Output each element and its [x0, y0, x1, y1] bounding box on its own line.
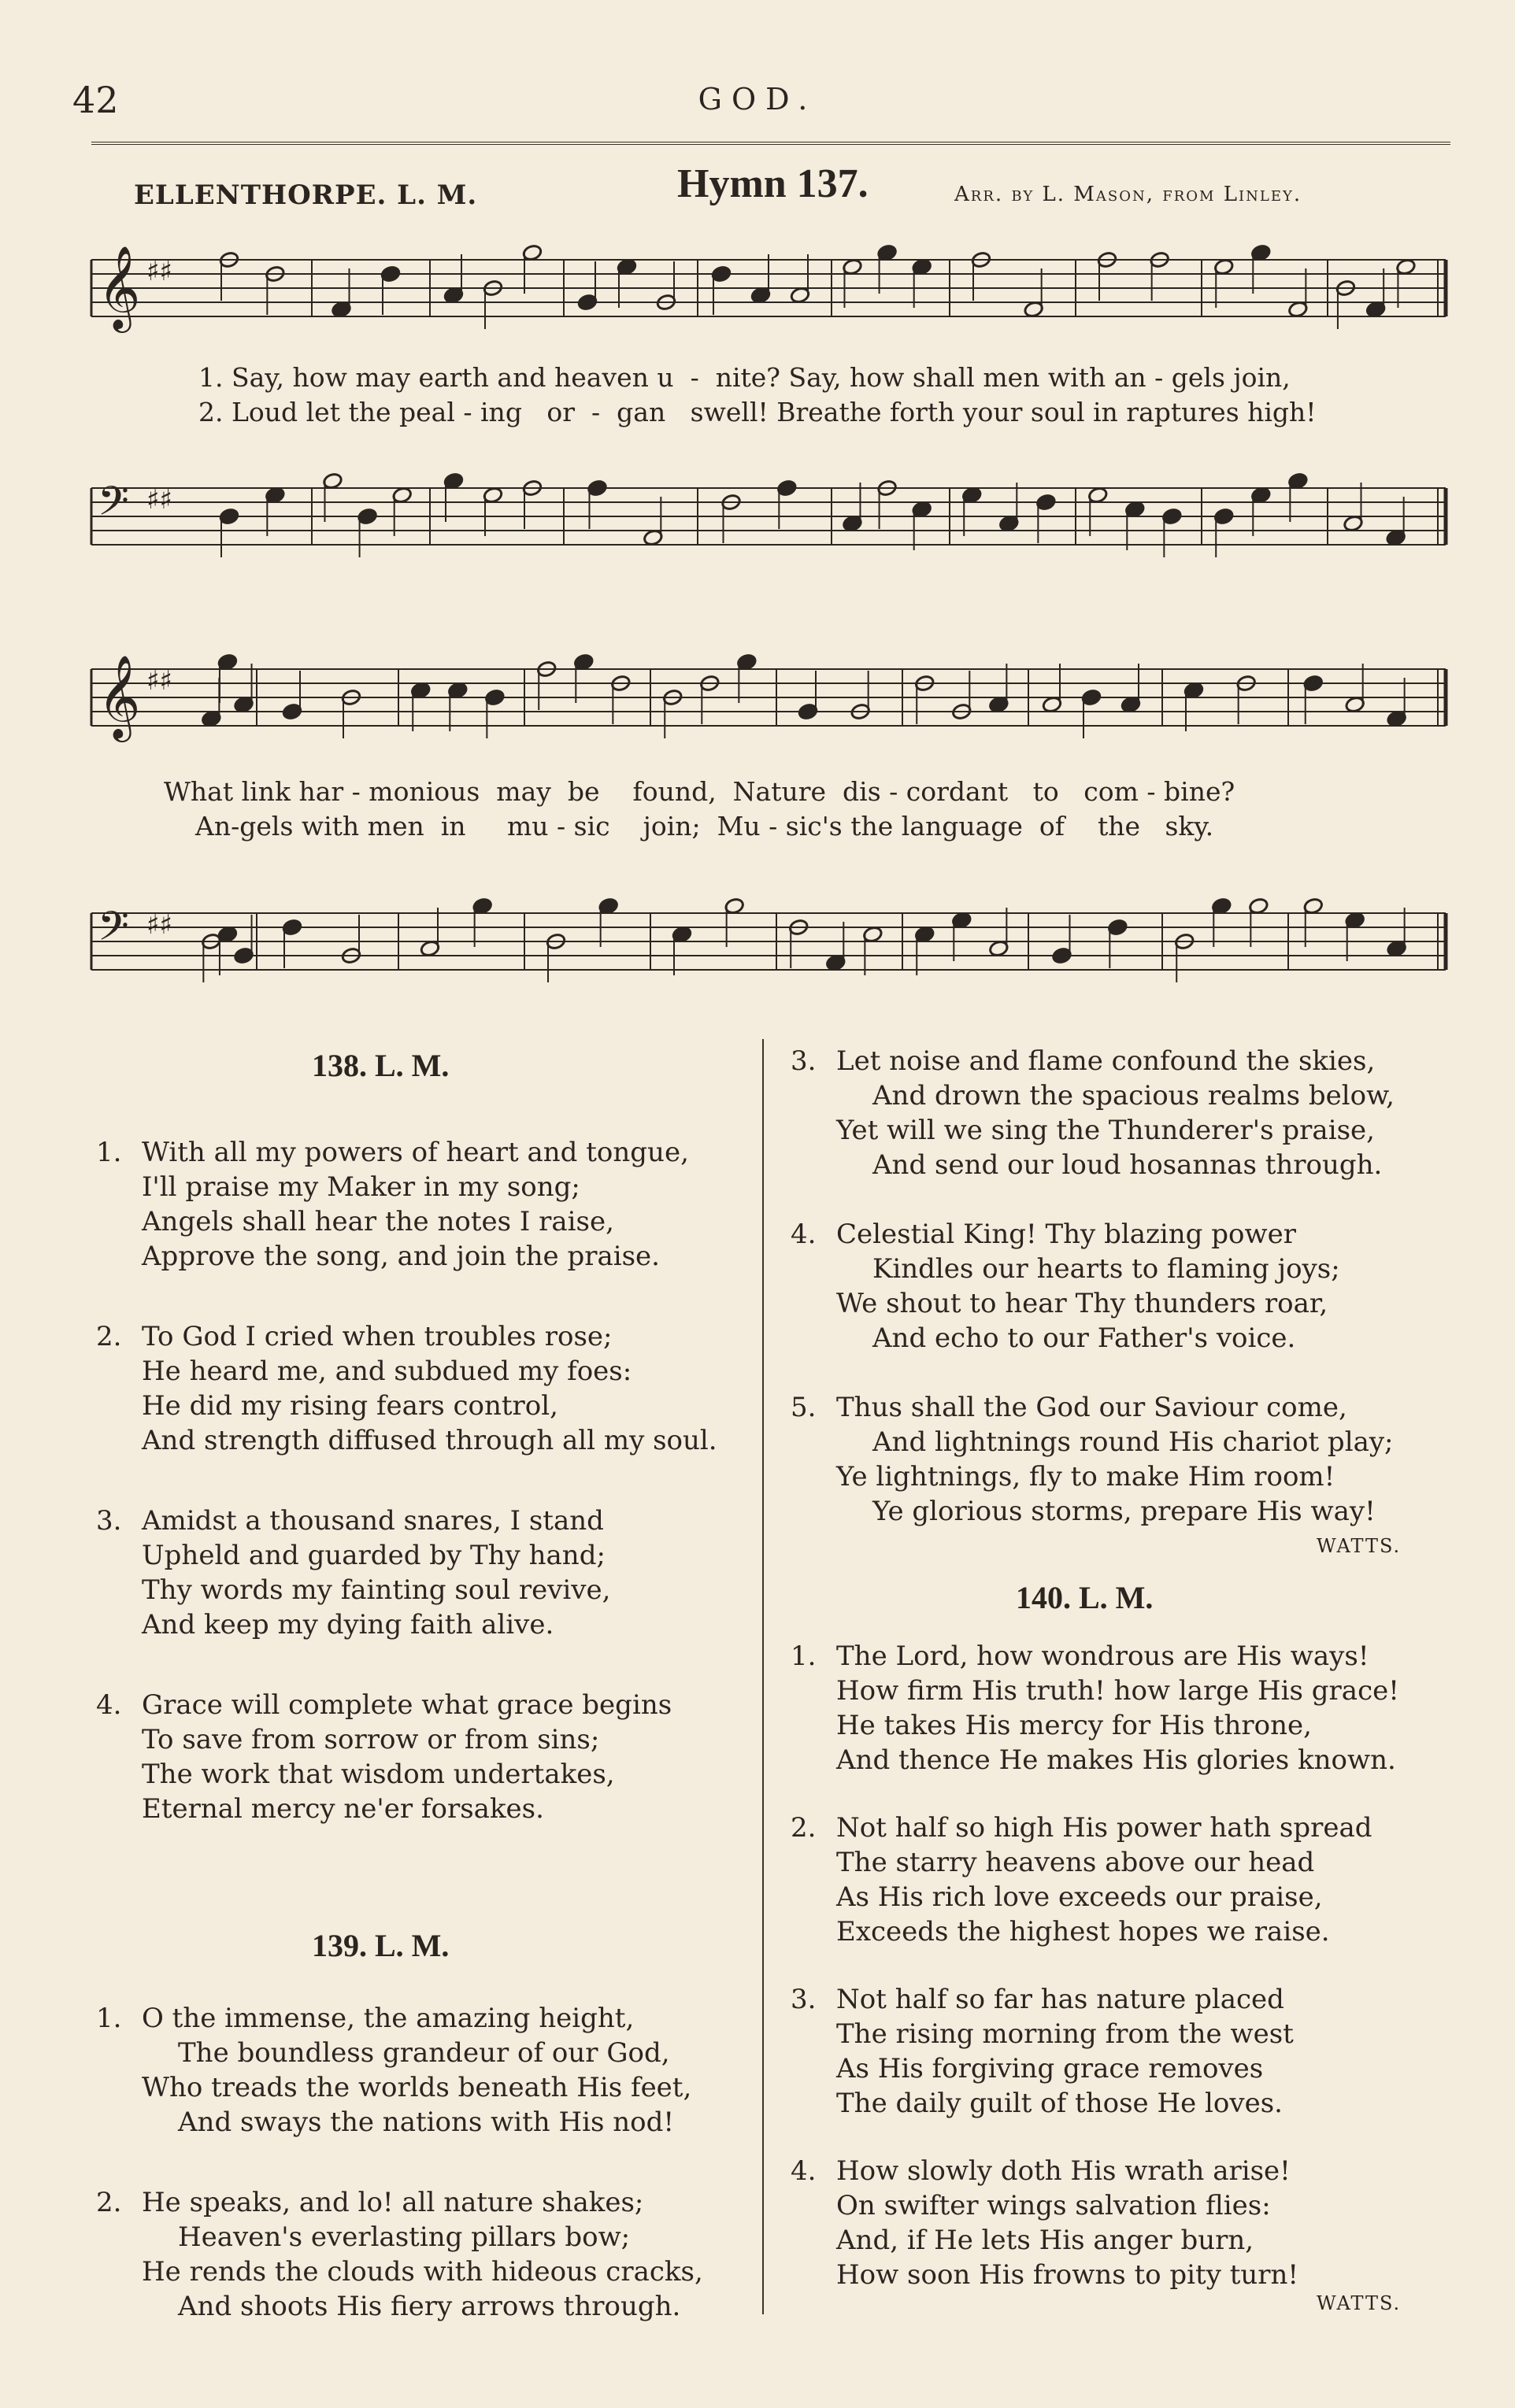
stanza-line: And drown the spacious realms below,	[872, 1080, 1395, 1112]
hymn-140-stanza-4	[791, 2154, 1299, 2292]
stanza-line: The boundless grandeur of our God,	[178, 2037, 670, 2069]
stanza-line: How slowly doth His wrath arise!	[836, 2155, 1291, 2187]
key-signature-sharp-icon: ♯♯	[146, 665, 172, 697]
stanza-line: Yet will we sing the Thunderer's praise,	[836, 1115, 1375, 1146]
stanza-line: Heaven's everlasting pillars bow;	[178, 2221, 631, 2253]
stanza-number: 1.	[96, 2003, 122, 2034]
hymn-140-attribution: WATTS.	[1317, 2292, 1402, 2314]
stanza-line: He takes His mercy for His throne,	[836, 1710, 1312, 1741]
stanza-line: Exceeds the highest hopes we raise.	[836, 1916, 1330, 1947]
hymn-139-stanza-2	[96, 2185, 703, 2324]
hymn-138-stanza-2	[96, 1319, 717, 1458]
hymn-138-stanza-3	[96, 1504, 611, 1642]
column-divider	[762, 1039, 764, 2314]
stanza-line: And echo to our Father's voice.	[872, 1322, 1296, 1354]
lyric-line-system1-verse2: 2. Loud let the peal - ing or - gan swell! Breathe forth your soul in raptures high!	[198, 397, 1317, 427]
hymn-140-heading: 140. L. M.	[1016, 1580, 1154, 1615]
hymn-140-stanza-1	[791, 1639, 1399, 1777]
page-number: 42	[72, 79, 119, 121]
stanza-line: On swifter wings salvation flies:	[836, 2190, 1271, 2221]
stanza-line: He did my rising fears control,	[142, 1390, 558, 1422]
running-head: GOD.	[698, 82, 817, 117]
stanza-number: 3.	[96, 1505, 122, 1537]
hymn-139-attribution: WATTS.	[1317, 1535, 1402, 1557]
stanza-line: And shoots His fiery arrows through.	[178, 2291, 681, 2322]
key-signature-sharp-icon: ♯♯	[146, 909, 172, 941]
stanza-line: The work that wisdom undertakes,	[142, 1759, 615, 1790]
key-signature-sharp-icon: ♯♯	[146, 256, 172, 287]
hymn-138-heading: 138. L. M.	[312, 1048, 450, 1083]
stanza-line: Thy words my fainting soul revive,	[142, 1574, 611, 1606]
stanza-line: Celestial King! Thy blazing power	[836, 1219, 1296, 1250]
hymn-138-stanza-1	[96, 1135, 689, 1274]
hymn-139-stanza-5	[791, 1390, 1394, 1529]
arranger-credit: Arr. by L. Mason, from Linley.	[954, 183, 1302, 206]
stanza-line: We shout to hear Thy thunders roar,	[836, 1288, 1328, 1319]
header-rule	[91, 142, 1450, 148]
stanza-line: As His forgiving grace removes	[836, 2053, 1264, 2084]
treble-staff-system-2	[83, 622, 1454, 764]
key-signature-sharp-icon: ♯♯	[146, 484, 172, 516]
stanza-line: Upheld and guarded by Thy hand;	[142, 1540, 606, 1571]
stanza-line: The rising morning from the west	[836, 2018, 1294, 2050]
stanza-line: I'll praise my Maker in my song;	[142, 1171, 580, 1203]
treble-staff-system-1	[83, 213, 1454, 354]
bass-staff-system-2	[83, 866, 1454, 1008]
stanza-line: The starry heavens above our head	[836, 1847, 1315, 1878]
hymn-139-stanza-1	[96, 2001, 692, 2140]
stanza-line: The daily guilt of those He loves.	[836, 2088, 1283, 2119]
stanza-line: And thence He makes His glories known.	[836, 1744, 1396, 1776]
stanza-line: O the immense, the amazing height,	[142, 2003, 635, 2034]
stanza-line: The Lord, how wondrous are His ways!	[836, 1640, 1369, 1672]
stanza-line: Ye glorious storms, prepare His way!	[872, 1496, 1376, 1527]
bass-staff-system-1	[83, 441, 1454, 583]
stanza-line: With all my powers of heart and tongue,	[142, 1137, 689, 1168]
stanza-line: And, if He lets His anger burn,	[836, 2225, 1254, 2256]
stanza-line: Amidst a thousand snares, I stand	[142, 1505, 604, 1537]
stanza-line: Not half so high His power hath spread	[836, 1812, 1372, 1844]
lyric-line-system1-verse1: 1. Say, how may earth and heaven u - nite? Say, how shall men with an - gels join,	[198, 362, 1291, 393]
stanza-line: And strength diffused through all my soul.	[142, 1425, 717, 1456]
stanza-line: To God I cried when troubles rose;	[142, 1321, 613, 1352]
stanza-number: 3.	[791, 1045, 817, 1077]
hymn-140-stanza-2	[791, 1811, 1372, 1949]
lyric-line-system2-verse2: An-gels with men in mu - sic join; Mu - sic's the language of the sky.	[195, 811, 1214, 842]
stanza-line: How firm His truth! how large His grace!	[836, 1675, 1399, 1707]
stanza-number: 5.	[791, 1392, 817, 1423]
stanza-line: Eternal mercy ne'er forsakes.	[142, 1793, 544, 1825]
stanza-line: And send our loud hosannas through.	[872, 1149, 1383, 1181]
stanza-line: Kindles our hearts to flaming joys;	[872, 1253, 1340, 1285]
stanza-line: He rends the clouds with hideous cracks,	[142, 2256, 703, 2288]
bass-clef-icon: 𝄢	[98, 902, 129, 960]
stanza-number: 4.	[791, 1219, 817, 1250]
stanza-line: As His rich love exceeds our praise,	[836, 1881, 1323, 1913]
stanza-number: 2.	[96, 1321, 122, 1352]
hymn-139-stanza-4	[791, 1217, 1340, 1356]
stanza-line: Let noise and flame confound the skies,	[836, 1045, 1376, 1077]
hymn-139-stanza-3	[791, 1044, 1395, 1182]
stanza-number: 1.	[791, 1640, 817, 1672]
hymn-140-stanza-3	[791, 1982, 1294, 2121]
stanza-line: Approve the song, and join the praise.	[142, 1241, 660, 1272]
stanza-number: 4.	[96, 1689, 122, 1721]
stanza-line: To save from sorrow or from sins;	[142, 1724, 600, 1755]
stanza-line: Grace will complete what grace begins	[142, 1689, 672, 1721]
stanza-line: He heard me, and subdued my foes:	[142, 1356, 632, 1387]
stanza-line: Not half so far has nature placed	[836, 1984, 1284, 2015]
bass-clef-icon: 𝄢	[98, 477, 129, 534]
hymn-139-heading: 139. L. M.	[312, 1928, 450, 1963]
stanza-number: 3.	[791, 1984, 817, 2015]
stanza-line: And lightnings round His chariot play;	[872, 1426, 1394, 1458]
tune-name: ELLENTHORPE. L. M.	[134, 179, 478, 211]
stanza-line: And keep my dying faith alive.	[142, 1609, 554, 1640]
treble-clef-icon: 𝄞	[98, 654, 141, 738]
stanza-line: Angels shall hear the notes I raise,	[142, 1206, 614, 1237]
stanza-line: Who treads the worlds beneath His feet,	[142, 2072, 692, 2103]
stanza-line: How soon His frowns to pity turn!	[836, 2259, 1299, 2291]
stanza-line: Ye lightnings, fly to make Him room!	[836, 1461, 1335, 1493]
stanza-number: 2.	[96, 2187, 122, 2218]
stanza-line: And sways the nations with His nod!	[178, 2107, 675, 2138]
stanza-line: He speaks, and lo! all nature shakes;	[142, 2187, 644, 2218]
treble-clef-icon: 𝄞	[98, 245, 141, 329]
lyric-line-system2-verse1: What link har - monious may be found, Nature dis - cordant to com - bine?	[164, 776, 1235, 807]
stanza-line: Thus shall the God our Saviour come,	[836, 1392, 1347, 1423]
stanza-number: 1.	[96, 1137, 122, 1168]
stanza-number: 4.	[791, 2155, 817, 2187]
hymn-title: Hymn 137.	[677, 161, 869, 206]
stanza-number: 2.	[791, 1812, 817, 1844]
hymn-138-stanza-4	[96, 1688, 672, 1826]
